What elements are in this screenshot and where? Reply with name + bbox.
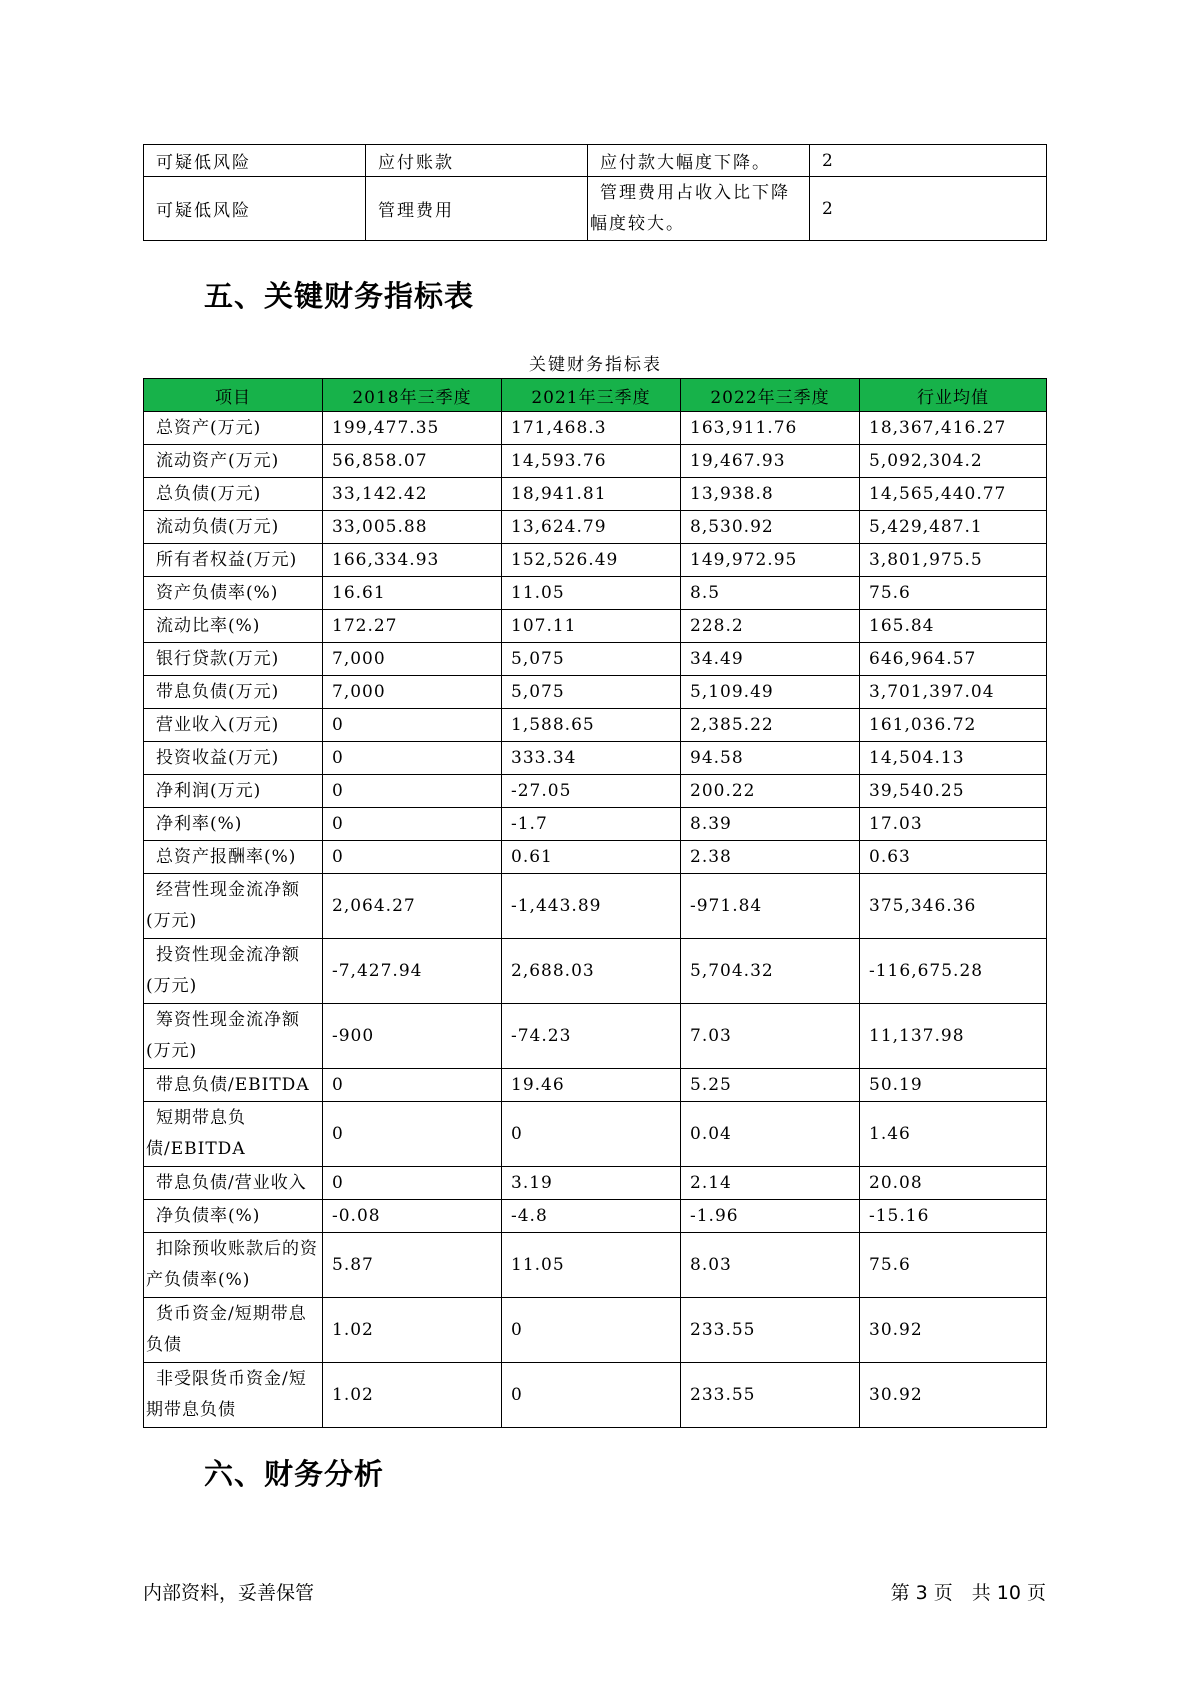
row-value: 18,941.81 bbox=[502, 478, 681, 511]
row-value: 2.14 bbox=[681, 1167, 860, 1200]
row-value: 375,346.36 bbox=[860, 874, 1047, 939]
table-row bbox=[144, 1167, 1047, 1200]
header-2022q3: 2022年三季度 bbox=[681, 379, 860, 412]
row-value: 171,468.3 bbox=[502, 412, 681, 445]
table-row bbox=[144, 478, 1047, 511]
table-row bbox=[144, 1298, 1047, 1363]
table-row bbox=[144, 412, 1047, 445]
row-label: 带息负债/营业收入 bbox=[144, 1167, 323, 1200]
row-value: 5,704.32 bbox=[681, 939, 860, 1004]
row-value: 5,109.49 bbox=[681, 676, 860, 709]
row-value: 33,005.88 bbox=[323, 511, 502, 544]
row-value: 14,593.76 bbox=[502, 445, 681, 478]
row-value: 11.05 bbox=[502, 1233, 681, 1298]
row-value: 233.55 bbox=[681, 1363, 860, 1428]
row-value: 19.46 bbox=[502, 1069, 681, 1102]
risk-table bbox=[143, 144, 1047, 241]
row-value: 34.49 bbox=[681, 643, 860, 676]
row-value: -27.05 bbox=[502, 775, 681, 808]
row-value: 11.05 bbox=[502, 577, 681, 610]
row-label: 所有者权益(万元) bbox=[144, 544, 323, 577]
row-value: 8.03 bbox=[681, 1233, 860, 1298]
row-value: 0 bbox=[323, 1167, 502, 1200]
row-value: -1.96 bbox=[681, 1200, 860, 1233]
row-value: 2.38 bbox=[681, 841, 860, 874]
row-label: 流动比率(%) bbox=[144, 610, 323, 643]
row-value: 0.04 bbox=[681, 1102, 860, 1167]
row-value: 228.2 bbox=[681, 610, 860, 643]
row-label: 净负债率(%) bbox=[144, 1200, 323, 1233]
table-row bbox=[144, 775, 1047, 808]
header-item: 项目 bbox=[144, 379, 323, 412]
row-value: 2,385.22 bbox=[681, 709, 860, 742]
row-value: 33,142.42 bbox=[323, 478, 502, 511]
row-label: 总资产报酬率(%) bbox=[144, 841, 323, 874]
row-value: 646,964.57 bbox=[860, 643, 1047, 676]
row-label: 流动负债(万元) bbox=[144, 511, 323, 544]
row-value: 5.87 bbox=[323, 1233, 502, 1298]
row-value: 30.92 bbox=[860, 1363, 1047, 1428]
table-row bbox=[144, 1233, 1047, 1298]
row-value: 39,540.25 bbox=[860, 775, 1047, 808]
row-value: 3.19 bbox=[502, 1167, 681, 1200]
row-value: 233.55 bbox=[681, 1298, 860, 1363]
row-label: 投资性现金流净额(万元) bbox=[144, 939, 323, 1004]
row-value: 75.6 bbox=[860, 1233, 1047, 1298]
row-value: 0 bbox=[323, 1069, 502, 1102]
row-value: 19,467.93 bbox=[681, 445, 860, 478]
row-value: 0 bbox=[323, 808, 502, 841]
row-label: 经营性现金流净额(万元) bbox=[144, 874, 323, 939]
table-row bbox=[144, 544, 1047, 577]
row-value: 13,938.8 bbox=[681, 478, 860, 511]
row-label: 银行贷款(万元) bbox=[144, 643, 323, 676]
header-2021q3: 2021年三季度 bbox=[502, 379, 681, 412]
row-value: -7,427.94 bbox=[323, 939, 502, 1004]
row-value: 8.5 bbox=[681, 577, 860, 610]
row-value: 0 bbox=[502, 1298, 681, 1363]
row-label: 净利率(%) bbox=[144, 808, 323, 841]
risk-score: 2 bbox=[810, 145, 1047, 177]
risk-item: 应付账款 bbox=[366, 145, 588, 177]
kpi-body bbox=[144, 412, 1047, 1428]
row-value: 1.02 bbox=[323, 1363, 502, 1428]
row-value: 199,477.35 bbox=[323, 412, 502, 445]
row-value: 20.08 bbox=[860, 1167, 1047, 1200]
header-industry-avg: 行业均值 bbox=[860, 379, 1047, 412]
row-label: 资产负债率(%) bbox=[144, 577, 323, 610]
risk-row bbox=[144, 177, 1047, 241]
row-value: -1,443.89 bbox=[502, 874, 681, 939]
row-value: -971.84 bbox=[681, 874, 860, 939]
row-label: 货币资金/短期带息负债 bbox=[144, 1298, 323, 1363]
section-heading: 五、关键财务指标表 bbox=[204, 279, 475, 313]
row-value: 0.63 bbox=[860, 841, 1047, 874]
row-value: 172.27 bbox=[323, 610, 502, 643]
row-label: 营业收入(万元) bbox=[144, 709, 323, 742]
row-value: 0 bbox=[323, 841, 502, 874]
row-value: 0 bbox=[323, 709, 502, 742]
row-value: 165.84 bbox=[860, 610, 1047, 643]
row-value: 8.39 bbox=[681, 808, 860, 841]
row-value: 7,000 bbox=[323, 643, 502, 676]
row-value: 1,588.65 bbox=[502, 709, 681, 742]
risk-level: 可疑低风险 bbox=[144, 145, 366, 177]
row-label: 筹资性现金流净额(万元) bbox=[144, 1004, 323, 1069]
row-value: 11,137.98 bbox=[860, 1004, 1047, 1069]
row-label: 带息负债/EBITDA bbox=[144, 1069, 323, 1102]
row-value: 14,565,440.77 bbox=[860, 478, 1047, 511]
row-value: 16.61 bbox=[323, 577, 502, 610]
row-value: 14,504.13 bbox=[860, 742, 1047, 775]
risk-score: 2 bbox=[810, 177, 1047, 241]
row-value: 0 bbox=[323, 1102, 502, 1167]
row-value: 94.58 bbox=[681, 742, 860, 775]
row-value: 7.03 bbox=[681, 1004, 860, 1069]
row-label: 流动资产(万元) bbox=[144, 445, 323, 478]
row-value: 107.11 bbox=[502, 610, 681, 643]
row-value: 200.22 bbox=[681, 775, 860, 808]
row-value: 18,367,416.27 bbox=[860, 412, 1047, 445]
row-label: 短期带息负债/EBITDA bbox=[144, 1102, 323, 1167]
row-value: 1.02 bbox=[323, 1298, 502, 1363]
row-value: 3,701,397.04 bbox=[860, 676, 1047, 709]
row-value: 2,064.27 bbox=[323, 874, 502, 939]
row-value: 0 bbox=[502, 1363, 681, 1428]
table-row bbox=[144, 1363, 1047, 1428]
row-value: -116,675.28 bbox=[860, 939, 1047, 1004]
table-row bbox=[144, 1069, 1047, 1102]
risk-row bbox=[144, 145, 1047, 177]
row-value: 30.92 bbox=[860, 1298, 1047, 1363]
row-value: -900 bbox=[323, 1004, 502, 1069]
row-value: 0 bbox=[502, 1102, 681, 1167]
row-value: -15.16 bbox=[860, 1200, 1047, 1233]
row-value: 3,801,975.5 bbox=[860, 544, 1047, 577]
risk-description: 管理费用占收入比下降幅度较大。 bbox=[588, 177, 810, 241]
table-row bbox=[144, 445, 1047, 478]
header-2018q3: 2018年三季度 bbox=[323, 379, 502, 412]
table-row bbox=[144, 643, 1047, 676]
row-value: 1.46 bbox=[860, 1102, 1047, 1167]
table-row bbox=[144, 1200, 1047, 1233]
table-row bbox=[144, 841, 1047, 874]
footer-page-number: 第 3 页 共 10 页 bbox=[890, 1582, 1046, 1604]
row-label: 非受限货币资金/短期带息负债 bbox=[144, 1363, 323, 1428]
table-row bbox=[144, 577, 1047, 610]
row-value: 149,972.95 bbox=[681, 544, 860, 577]
row-value: 5,075 bbox=[502, 676, 681, 709]
table-caption: 关键财务指标表 bbox=[529, 355, 662, 375]
row-value: 166,334.93 bbox=[323, 544, 502, 577]
row-value: 75.6 bbox=[860, 577, 1047, 610]
footer-confidential: 内部资料，妥善保管 bbox=[143, 1582, 315, 1604]
table-row bbox=[144, 808, 1047, 841]
row-value: 333.34 bbox=[502, 742, 681, 775]
table-row bbox=[144, 1102, 1047, 1167]
row-value: 0 bbox=[323, 775, 502, 808]
row-label: 投资收益(万元) bbox=[144, 742, 323, 775]
table-row bbox=[144, 939, 1047, 1004]
table-row bbox=[144, 610, 1047, 643]
row-value: 50.19 bbox=[860, 1069, 1047, 1102]
row-value: 13,624.79 bbox=[502, 511, 681, 544]
kpi-header-row bbox=[144, 379, 1047, 412]
row-value: 163,911.76 bbox=[681, 412, 860, 445]
row-label: 净利润(万元) bbox=[144, 775, 323, 808]
table-row bbox=[144, 676, 1047, 709]
row-value: 5.25 bbox=[681, 1069, 860, 1102]
risk-level: 可疑低风险 bbox=[144, 177, 366, 241]
row-value: 8,530.92 bbox=[681, 511, 860, 544]
table-row bbox=[144, 742, 1047, 775]
row-value: -74.23 bbox=[502, 1004, 681, 1069]
row-label: 带息负债(万元) bbox=[144, 676, 323, 709]
row-value: 161,036.72 bbox=[860, 709, 1047, 742]
row-value: 5,429,487.1 bbox=[860, 511, 1047, 544]
kpi-table bbox=[143, 378, 1047, 1428]
table-row bbox=[144, 709, 1047, 742]
row-value: 56,858.07 bbox=[323, 445, 502, 478]
row-label: 总资产(万元) bbox=[144, 412, 323, 445]
row-value: 152,526.49 bbox=[502, 544, 681, 577]
table-row bbox=[144, 1004, 1047, 1069]
risk-item: 管理费用 bbox=[366, 177, 588, 241]
row-value: 0 bbox=[323, 742, 502, 775]
row-value: 17.03 bbox=[860, 808, 1047, 841]
section-heading: 六、财务分析 bbox=[204, 1457, 385, 1491]
row-value: 0.61 bbox=[502, 841, 681, 874]
row-label: 扣除预收账款后的资产负债率(%) bbox=[144, 1233, 323, 1298]
row-value: -0.08 bbox=[323, 1200, 502, 1233]
row-value: 2,688.03 bbox=[502, 939, 681, 1004]
table-row bbox=[144, 511, 1047, 544]
row-value: 5,092,304.2 bbox=[860, 445, 1047, 478]
row-label: 总负债(万元) bbox=[144, 478, 323, 511]
row-value: 7,000 bbox=[323, 676, 502, 709]
row-value: -1.7 bbox=[502, 808, 681, 841]
table-row bbox=[144, 874, 1047, 939]
row-value: 5,075 bbox=[502, 643, 681, 676]
row-value: -4.8 bbox=[502, 1200, 681, 1233]
risk-description: 应付款大幅度下降。 bbox=[588, 145, 810, 177]
